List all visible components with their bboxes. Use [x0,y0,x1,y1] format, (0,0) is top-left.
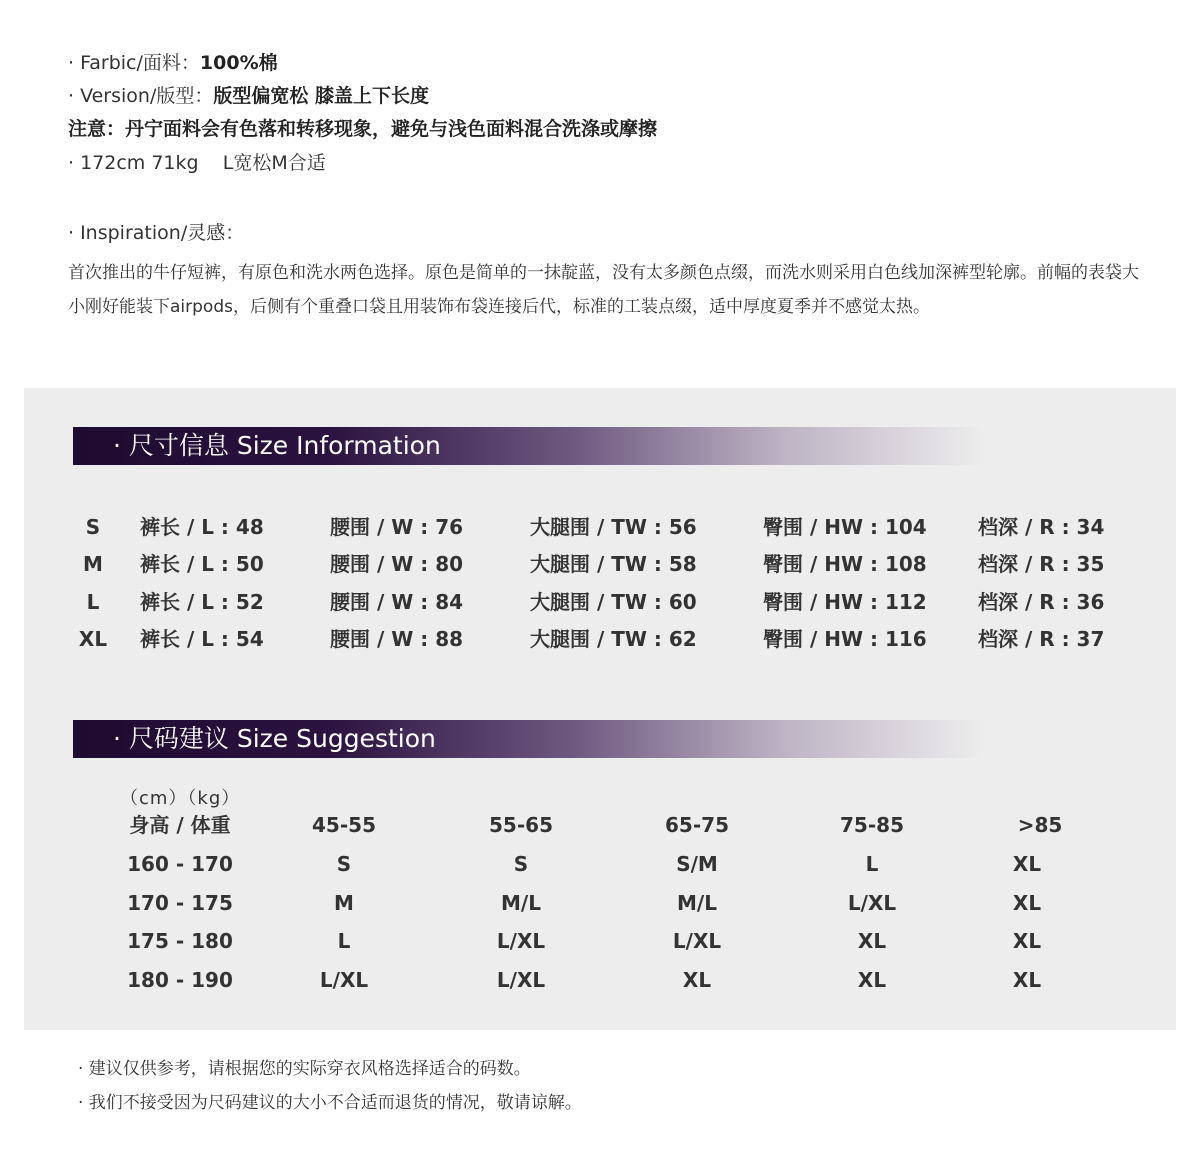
version-value: 版型偏宽松 膝盖上下长度 [213,85,429,107]
size-suggestion-banner [73,720,983,758]
rise-value: 档深 / R : 35 [978,552,1105,576]
length-value: 裤长 / L : 52 [140,590,264,614]
size-suggestion-title: · 尺码建议 Size Suggestion [113,724,436,753]
inspiration-label: · Inspiration/灵感： [68,222,245,244]
height-weight-header: 身高 / 体重 [129,813,231,837]
suggested-size: S/M [676,852,718,876]
height-range: 160 - 170 [127,852,233,876]
hip-value: 臀围 / HW : 108 [763,552,927,576]
care-warning: 注意：丹宁面料会有色落和转移现象，避免与浅色面料混合洗涤或摩擦 [68,118,658,140]
thigh-value: 大腿围 / TW : 58 [530,552,697,576]
size-info-banner [73,427,983,465]
suggested-size: XL [857,968,887,992]
thigh-value: 大腿围 / TW : 56 [530,515,697,539]
note-no-return: · 我们不接受因为尺码建议的大小不合适而退货的情况，敬请谅解。 [78,1093,582,1113]
weight-range-header: 75-85 [840,813,904,837]
waist-value: 腰围 / W : 76 [330,515,464,539]
size-label: S [85,515,101,539]
suggested-size: M/L [677,891,717,915]
suggested-size: S [513,852,529,876]
suggested-size: L/XL [496,968,546,992]
waist-value: 腰围 / W : 88 [330,627,464,651]
length-value: 裤长 / L : 50 [140,552,264,576]
weight-range-header: 65-75 [665,813,729,837]
weight-range-header: 45-55 [312,813,376,837]
suggested-size: L/XL [496,929,546,953]
rise-value: 档深 / R : 37 [978,627,1105,651]
hip-value: 臀围 / HW : 116 [763,627,927,651]
size-label: M [83,552,103,576]
suggested-size: XL [1012,968,1042,992]
size-label: L [86,590,100,614]
weight-range-header: 55-65 [489,813,553,837]
hip-value: 臀围 / HW : 112 [763,590,927,614]
suggested-size: XL [1012,891,1042,915]
waist-value: 腰围 / W : 84 [330,590,464,614]
waist-value: 腰围 / W : 80 [330,552,464,576]
rise-value: 档深 / R : 34 [978,515,1105,539]
suggested-size: L/XL [847,891,897,915]
length-value: 裤长 / L : 48 [140,515,264,539]
size-label: XL [78,627,108,651]
suggested-size: L [865,852,879,876]
inspiration-text: 首次推出的牛仔短裤，有原色和洗水两色选择。原色是简单的一抹靛蓝，没有太多颜色点缀，而洗水则采用白色线加深裤型轮廓。前幅的表袋大小刚好能装下airpods，后侧有个重叠口袋且用装饰布袋连接后代，标准的工装点缀，适中厚度夏季并不感觉太热。 [68,263,1139,317]
fabric-value: 100%棉 [199,52,278,74]
suggested-size: M [334,891,354,915]
weight-range-header: >85 [1017,813,1063,837]
model-fit-line: · 172cm 71kg L宽松M合适 [68,152,326,174]
suggested-size: L [337,929,351,953]
size-info-title: · 尺寸信息 Size Information [113,431,441,460]
height-range: 175 - 180 [127,929,233,953]
suggested-size: XL [857,929,887,953]
fabric-label: · Farbic/面料： [68,52,200,74]
length-value: 裤长 / L : 54 [140,627,264,651]
suggested-size: S [336,852,352,876]
thigh-value: 大腿围 / TW : 60 [530,590,697,614]
rise-value: 档深 / R : 36 [978,590,1105,614]
suggested-size: L/XL [672,929,722,953]
note-reference: · 建议仅供参考，请根据您的实际穿衣风格选择适合的码数。 [78,1059,531,1079]
suggested-size: XL [1012,929,1042,953]
thigh-value: 大腿围 / TW : 62 [530,627,697,651]
fabric-line [68,48,278,75]
unit-label: （cm）（kg） [120,788,241,809]
hip-value: 臀围 / HW : 104 [763,515,927,539]
height-range: 180 - 190 [127,968,233,992]
version-label: · Version/版型： [68,85,214,107]
suggested-size: M/L [501,891,541,915]
suggested-size: XL [1012,852,1042,876]
suggested-size: XL [682,968,712,992]
suggested-size: L/XL [319,968,369,992]
version-line [68,81,429,108]
height-range: 170 - 175 [127,891,233,915]
